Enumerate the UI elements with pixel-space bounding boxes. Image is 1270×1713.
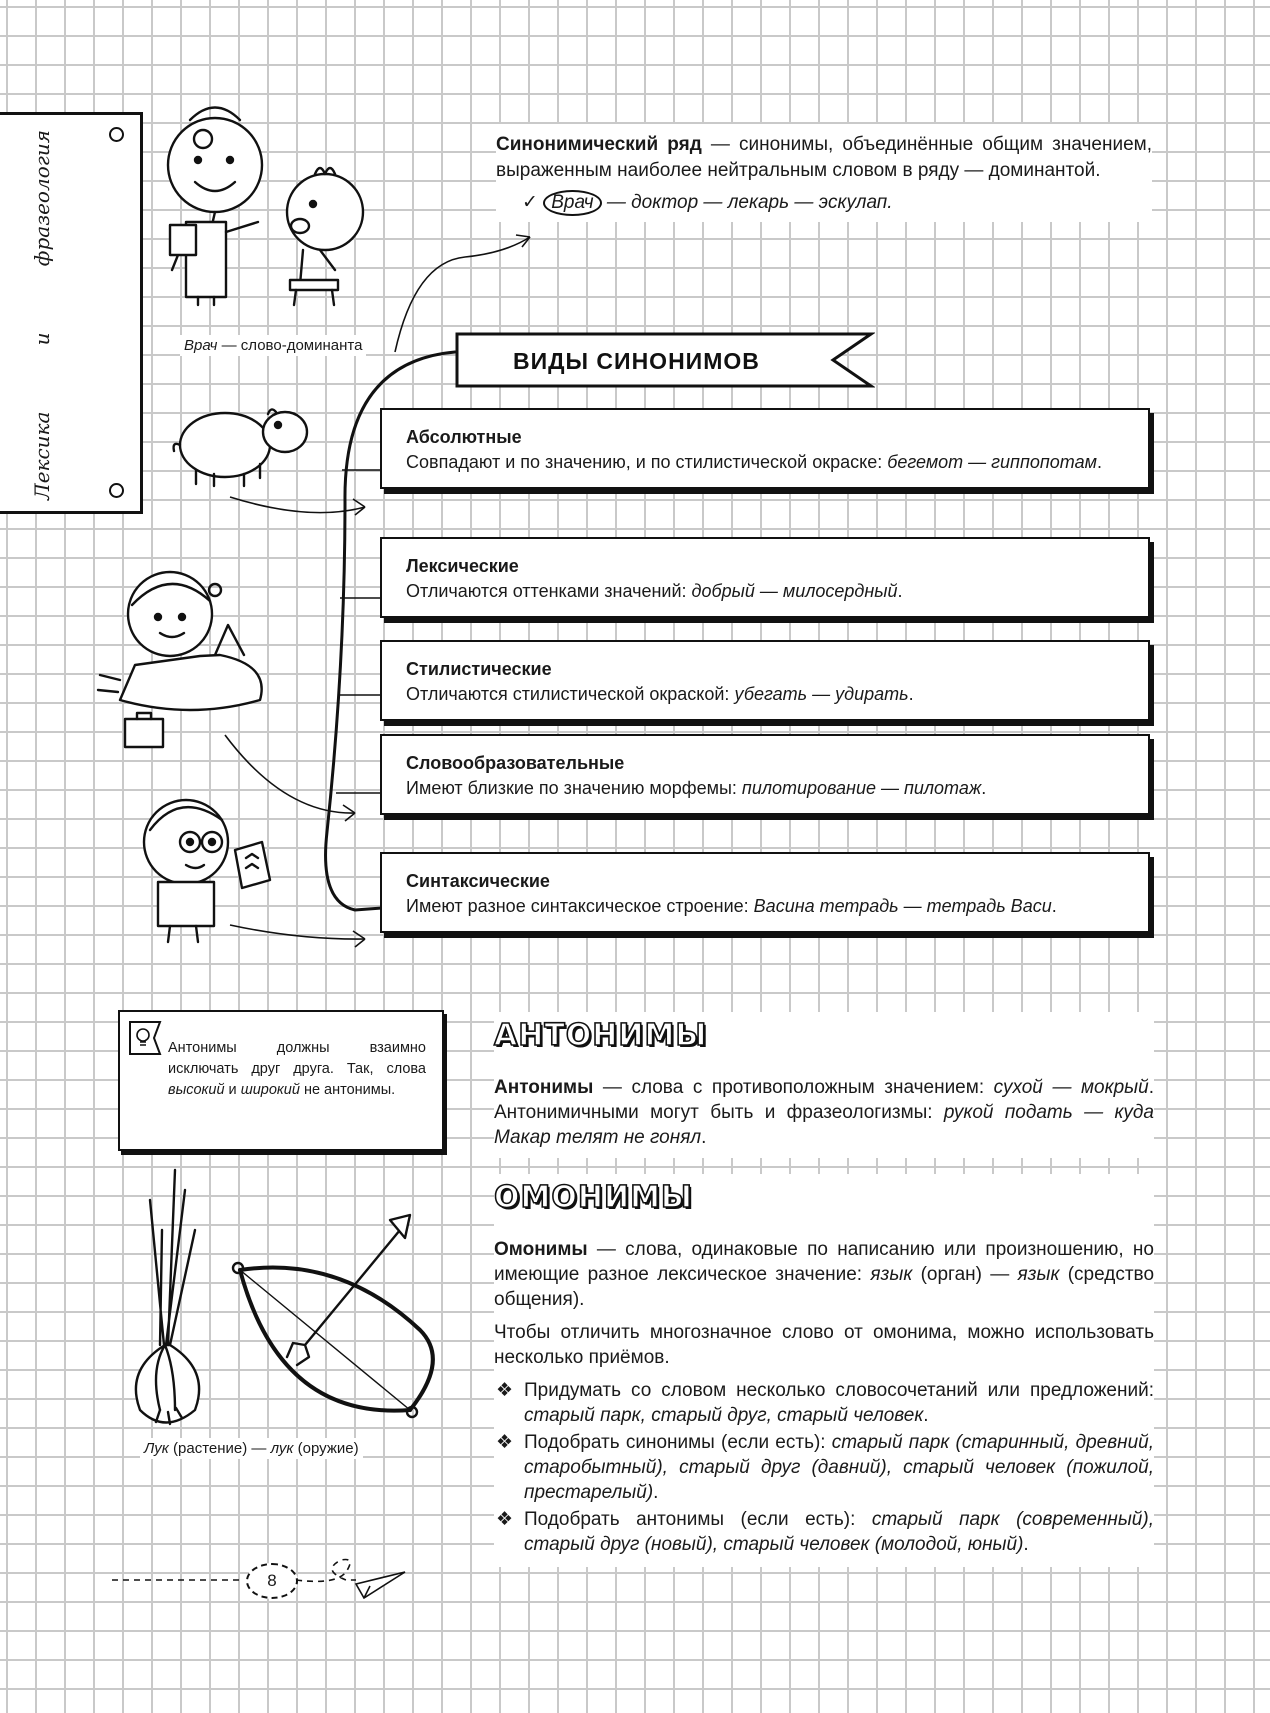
- synonym-row-term: Синонимический ряд: [496, 134, 702, 155]
- check-mark-icon: ✓: [522, 192, 538, 213]
- synonym-type-word-formation: Словообразовательные Имеют близкие по значению морфемы: пилотирование — пилотаж.: [380, 734, 1150, 815]
- synonym-type-lexical: Лексические Отличаются оттенками значений: добрый — милосердный.: [380, 537, 1150, 618]
- antonyms-section: [494, 1012, 1154, 1158]
- antonyms-heading: АНТОНИМЫ: [494, 1018, 708, 1053]
- homonyms-definition: Омонимы — слова, одинаковые по написанию или произношению, но имеющие разное лексическое значение: язык (орган) — язык (средство общения).: [494, 1239, 1155, 1310]
- paper-plane-icon: [356, 1572, 405, 1598]
- tip-box: [118, 1010, 444, 1151]
- bow-and-arrow-illustration-icon: [233, 1215, 433, 1417]
- boy-with-tablet-illustration-icon: [144, 800, 270, 942]
- synonym-types-banner: [455, 330, 875, 390]
- synonym-type-stylistic: Стилистические Отличаются стилистической окраской: убегать — удирать.: [380, 640, 1150, 721]
- dominant-word: Врач: [543, 190, 601, 216]
- pilot-illustration-icon: [98, 572, 262, 747]
- diamond-bullet-icon: ❖: [496, 1380, 514, 1401]
- boy-patient-illustration-icon: [287, 168, 363, 305]
- antonyms-definition: Антонимы — слова с противоположным значением: сухой — мокрый. Антонимичными могут быть и фразеологизмы: рукой подать — куда Макар телят не гонял.: [494, 1077, 1154, 1148]
- homonyms-intro: Чтобы отличить многозначное слово от омонима, можно использовать несколько приёмов.: [494, 1322, 1154, 1368]
- onion-illustration-icon: [136, 1170, 199, 1424]
- homonyms-methods-list: [494, 1378, 1154, 1557]
- lightbulb-icon: [128, 1020, 162, 1056]
- homonyms-section: [494, 1174, 1154, 1567]
- banner-title: ВИДЫ СИНОНИМОВ: [513, 348, 760, 374]
- page-number: 8: [246, 1563, 298, 1599]
- section-title-vertical: Лексика и фразеология: [30, 130, 54, 500]
- diamond-bullet-icon: ❖: [496, 1432, 514, 1453]
- diamond-bullet-icon: ❖: [496, 1509, 514, 1530]
- hippo-illustration-icon: [174, 409, 307, 486]
- tip-text: Антонимы должны взаимно исключать друг друга. Так, слова высокий и широкий не антонимы.: [168, 1040, 426, 1098]
- list-item: ❖ Подобрать синонимы (если есть): старый парк (старинный, древний, старобытный), старый друг (давний), старый человек (пожилой, престарелый).: [496, 1432, 1154, 1503]
- synonym-row-definition: Синонимический ряд — синонимы, объединённые общим значением, выраженным наиболее нейтральным словом в ряду — доминантой. ✓ Врач — доктор — лекарь — эскулап.: [496, 124, 1152, 222]
- doctor-caption: Врач — слово-доминанта: [180, 335, 366, 356]
- synonym-type-syntactic: Синтаксические Имеют разное синтаксическое строение: Васина тетрадь — тетрадь Васи.: [380, 852, 1150, 933]
- synonym-row-example: ✓ Врач — доктор — лекарь — эскулап.: [496, 190, 1152, 216]
- homonyms-heading: ОМОНИМЫ: [494, 1180, 694, 1215]
- onion-bow-caption: Лук (растение) — лук (оружие): [140, 1438, 363, 1459]
- list-item: ❖ Придумать со словом несколько словосочетаний или предложений: старый парк, старый друг, старый человек.: [496, 1380, 1154, 1426]
- list-item: ❖ Подобрать антонимы (если есть): старый парк (современный), старый друг (новый), старый человек (молодой, юный).: [496, 1509, 1154, 1555]
- synonym-type-absolute: Абсолютные Совпадают и по значению, и по стилистической окраске: бегемот — гиппопотам.: [380, 408, 1150, 489]
- banner-ribbon-icon: [455, 330, 875, 390]
- doctor-illustration-icon: [168, 108, 262, 306]
